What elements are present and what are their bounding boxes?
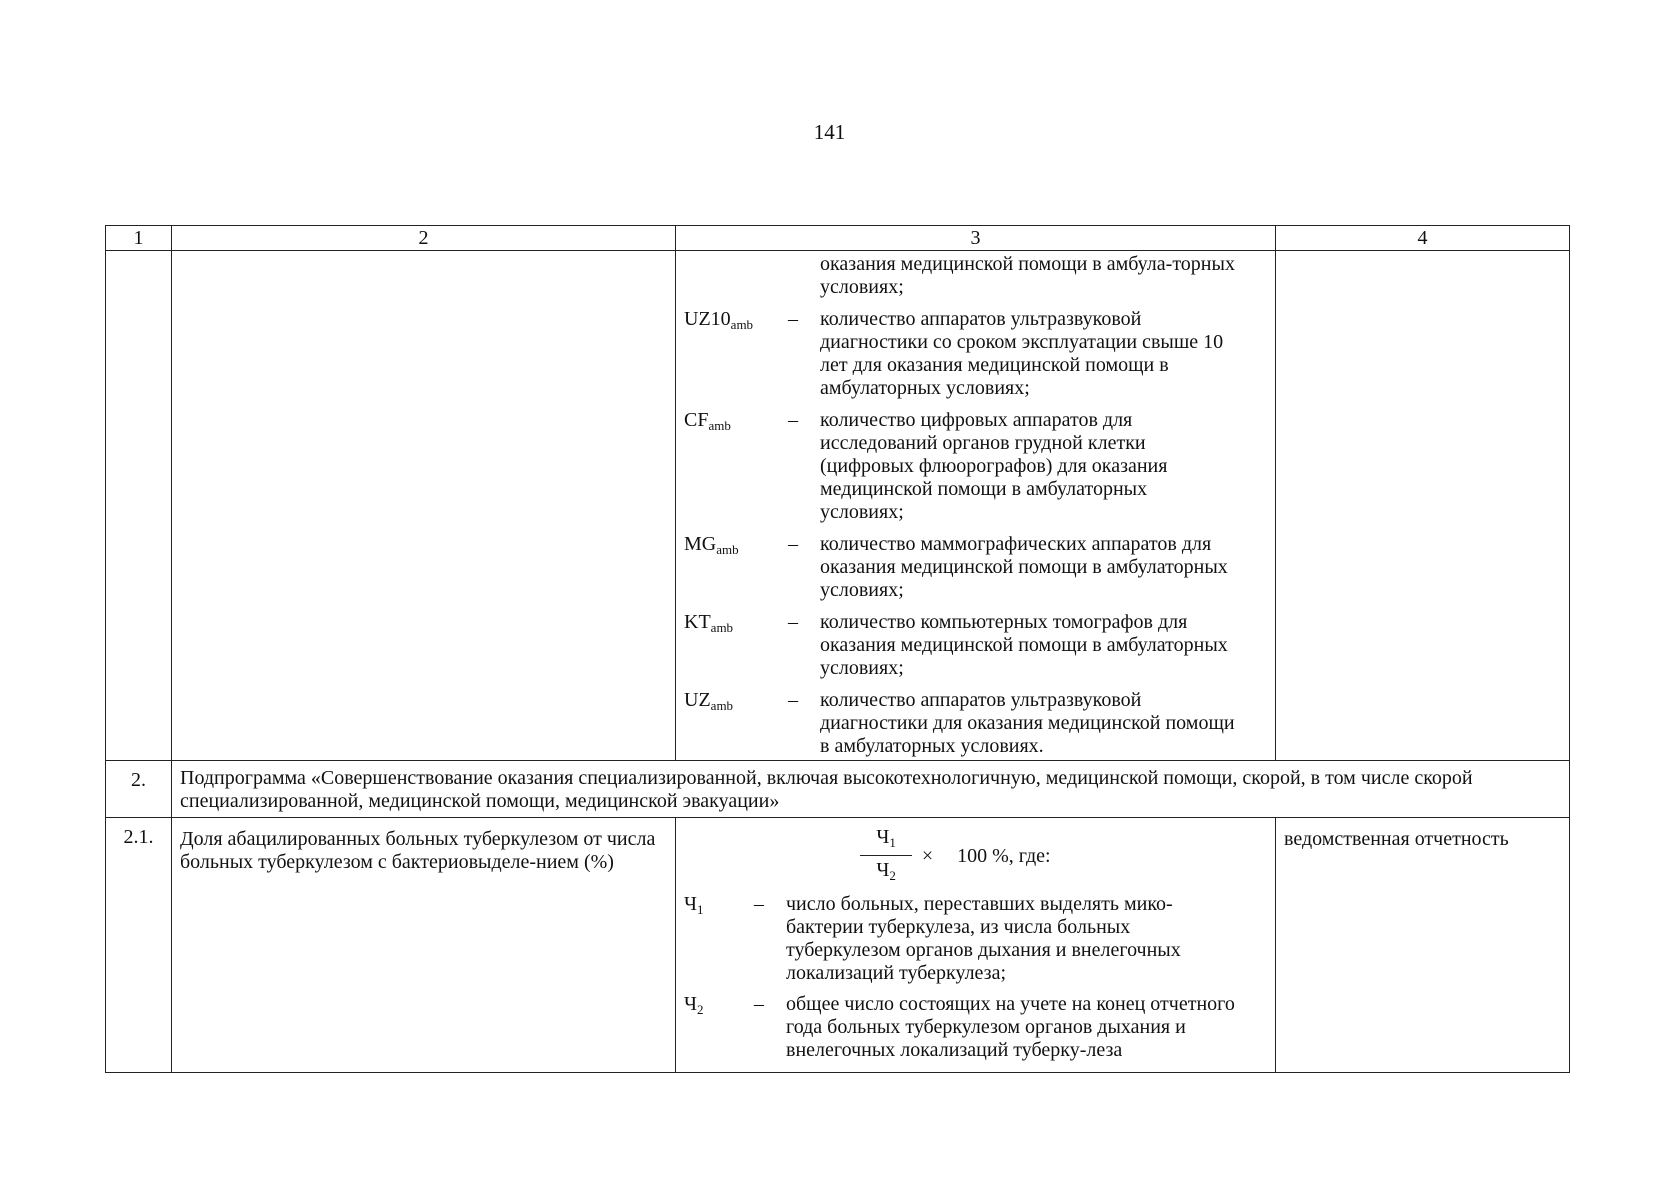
definition-text: количество аппаратов ультразвуковой диагностики для оказания медицинской помощи в амбулаторных условиях. xyxy=(820,689,1235,757)
definition-text: общее число состоящих на учете на конец отчетного года больных туберкулезом органов дыхания и внелегочных локализаций туберку-леза xyxy=(786,993,1235,1061)
formula-tail: 100 %, где: xyxy=(957,845,1051,867)
definition-item xyxy=(676,308,1275,400)
row-number: 2. xyxy=(106,761,172,818)
indicator-name: Доля абацилированных больных туберкулезом от числа больных туберкулезом с бактериовыделе-нием (%) xyxy=(180,828,656,873)
dash: – xyxy=(754,993,764,1015)
fraction xyxy=(860,826,912,887)
empty-cell xyxy=(106,251,172,761)
definitions-cell xyxy=(676,251,1276,761)
dash: – xyxy=(788,533,798,555)
indicator-name-cell xyxy=(172,818,676,1073)
dash: – xyxy=(754,893,764,915)
empty-cell xyxy=(1276,251,1570,761)
header-cell-4: 4 xyxy=(1276,226,1570,251)
continuation-row xyxy=(106,251,1570,761)
definitions-list xyxy=(676,893,1275,1062)
definition-text: количество маммографических аппаратов для оказания медицинской помощи в амбулаторных условиях; xyxy=(820,533,1228,601)
definition-item xyxy=(676,993,1275,1062)
formula xyxy=(636,820,1275,893)
definitions-list xyxy=(676,308,1275,758)
header-cell-3: 3 xyxy=(676,226,1276,251)
header-cell-1: 1 xyxy=(106,226,172,251)
definition-item xyxy=(676,893,1275,985)
data-source: ведомственная отчетность xyxy=(1284,828,1509,850)
definition-item xyxy=(676,409,1275,524)
row-number: 2.1. xyxy=(106,818,172,1073)
numerator: $Ч_1$ xyxy=(860,826,912,856)
variable-symbol: $MG_{amb}$ xyxy=(684,533,739,557)
variable-symbol: $UZ10_{amb}$ xyxy=(684,308,754,332)
empty-cell xyxy=(172,251,676,761)
definition-text: количество компьютерных томографов для оказания медицинской помощи в амбулаторных условиях; xyxy=(820,611,1228,679)
dash: – xyxy=(788,308,798,330)
page-number: 141 xyxy=(813,120,846,144)
definition-text: число больных, переставших выделять мико-бактерии туберкулеза, из числа больных туберкулезом органов дыхания и внелегочных локализаций туберкулеза; xyxy=(786,893,1181,984)
subprogram-title: Подпрограмма «Совершенствование оказания специализированной, включая высокотехнологичную, медицинской помощи, скорой, в том числе скорой специализированной, медицинской помощи, медицинской эвакуации» xyxy=(172,761,1570,818)
variable-symbol: $Ч_2$ xyxy=(684,993,704,1017)
dash: – xyxy=(788,611,798,633)
definition-item xyxy=(676,611,1275,680)
variable-symbol: $UZ_{amb}$ xyxy=(684,689,734,713)
variable-symbol: $CF_{amb}$ xyxy=(684,409,731,433)
dash: – xyxy=(788,409,798,431)
multiply-sign: × xyxy=(921,845,934,867)
indicators-table xyxy=(105,225,1570,1073)
subprogram-row xyxy=(106,761,1570,818)
definition-text: количество цифровых аппаратов для исследований органов грудной клетки (цифровых флюорографов) для оказания медицинской помощи в амбулаторных условиях; xyxy=(820,409,1168,523)
variable-symbol: $KT_{amb}$ xyxy=(684,611,734,635)
definition-item xyxy=(676,689,1275,758)
header-cell-2: 2 xyxy=(172,226,676,251)
dash: – xyxy=(788,689,798,711)
definition-text: количество аппаратов ультразвуковой диагностики со сроком эксплуатации свыше 10 лет для оказания медицинской помощи в амбулаторных условиях; xyxy=(820,308,1224,399)
definition-item xyxy=(676,533,1275,602)
denominator: $Ч_2$ xyxy=(876,859,896,883)
source-cell xyxy=(1276,818,1570,1073)
continuation-text: оказания медицинской помощи в амбула-торных условиях; xyxy=(820,253,1235,298)
variable-symbol: $Ч_1$ xyxy=(684,893,704,917)
header-row xyxy=(106,226,1570,251)
indicator-row xyxy=(106,818,1570,1073)
formula-cell xyxy=(676,818,1276,1073)
